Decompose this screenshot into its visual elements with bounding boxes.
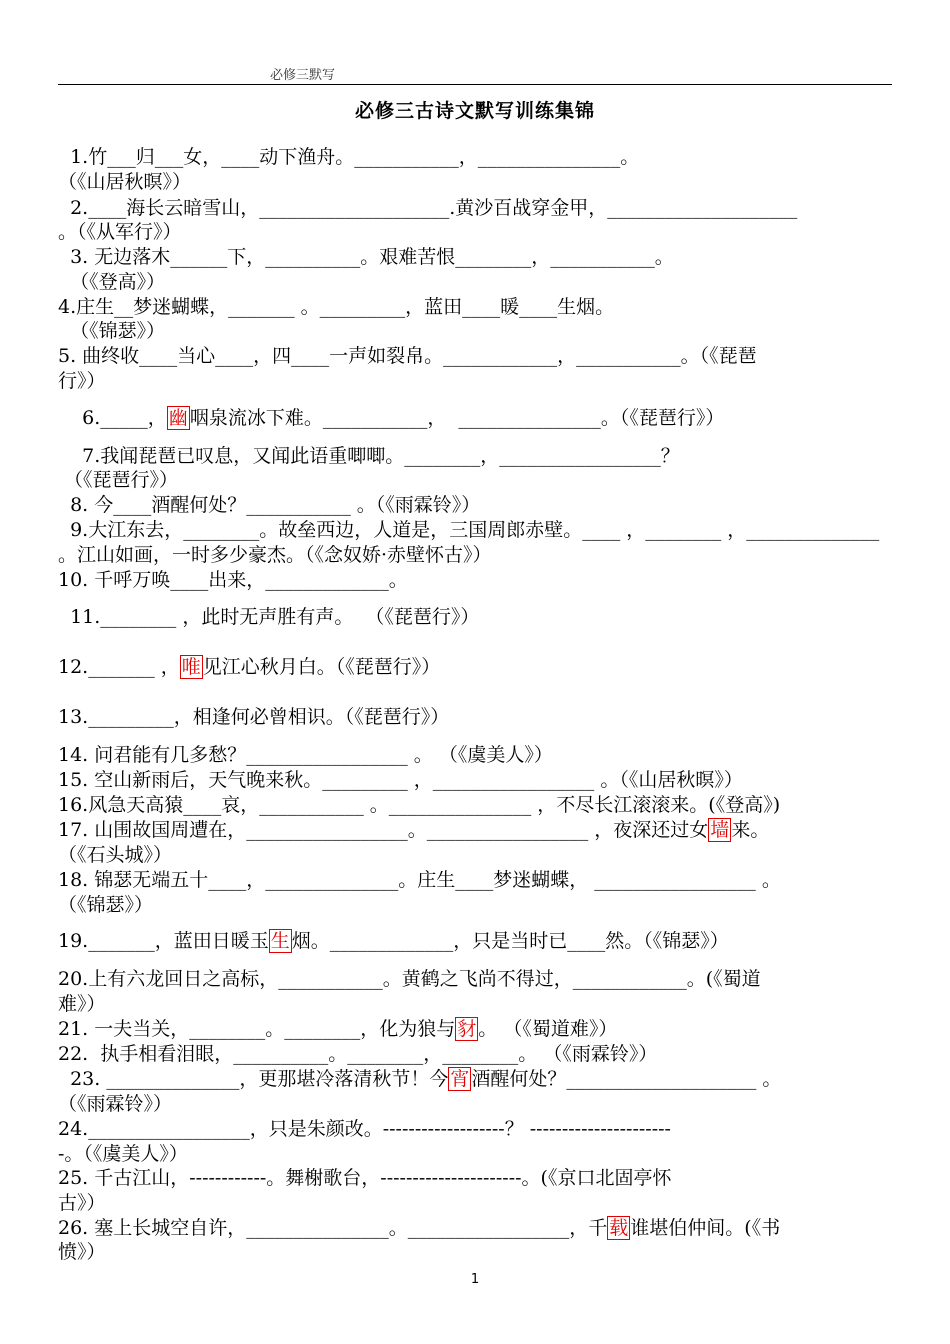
line-text: 19._______，蓝田日暖玉 — [58, 930, 269, 952]
line-text: 14. 问君能有几多愁？_________________ 。 （《虞美人》） — [58, 744, 553, 766]
line-text: 3. 无边落木______下，__________。艰难苦恨________，___________。 — [58, 246, 674, 268]
line-text: 谁堪伯仲间。(《书 — [630, 1217, 781, 1239]
line-text: （《石头城》） — [58, 844, 173, 866]
document-title: 必修三古诗文默写训练集锦 — [354, 100, 595, 122]
header-divider — [58, 84, 892, 85]
question-22-line — [58, 1042, 657, 1066]
question-20-line — [58, 967, 761, 991]
line-text: 9.大江东去，________。故垒西边，人道是，三国周郎赤壁。____ ，________ ，______________ — [58, 519, 880, 541]
line-text: 17. 山围故国周遭在，_________________。_________________ ，夜深还过女 — [58, 819, 709, 841]
highlighted-character: 豺 — [457, 1018, 477, 1040]
question-2-source — [58, 220, 182, 244]
highlighted-character: 宵 — [450, 1068, 470, 1090]
line-text: 5. 曲终收____当心____，四____一声如裂帛。____________，___________。（《琵琶 — [58, 345, 757, 367]
line-text: 4.庄生__梦迷蝴蝶，_______ 。_________，蓝田____暖____生烟。 — [58, 296, 615, 318]
question-25-source — [58, 1191, 106, 1215]
question-23-line — [58, 1067, 781, 1091]
line-text: 。江山如画，一时多少豪杰。（《念奴娇·赤壁怀古》） — [58, 544, 492, 566]
question-24-source — [58, 1142, 188, 1166]
question-17-line — [58, 818, 769, 842]
line-text: 16.风急天高猿____哀，___________ 。_______________ ，不尽长江滚滚来。(《登高》) — [58, 794, 781, 816]
line-text: 行》） — [58, 370, 106, 392]
line-text: 20.上有六龙回日之高标，___________。黄鹤之飞尚不得过，____________。(《蜀道 — [58, 968, 761, 990]
question-7-source — [58, 468, 178, 492]
line-text: 8. 今____酒醒何处？___________ 。（《雨霖铃》） — [58, 494, 481, 516]
highlighted-character: 墙 — [710, 819, 730, 841]
line-text: -。（《虞美人》） — [58, 1143, 188, 1165]
line-text: 25. 千古江山，------------。舞榭歌台，----------------------。(《京口北固亭怀 — [58, 1167, 672, 1189]
question-2-line — [58, 196, 797, 220]
question-3-line — [58, 245, 674, 269]
line-text: 13._________，相逢何必曾相识。（《琵琶行》） — [58, 706, 450, 728]
question-1-source — [58, 170, 191, 194]
question-21-line — [58, 1017, 617, 1041]
highlighted-character: 幽 — [168, 407, 188, 429]
question-26-source — [58, 1240, 106, 1264]
question-4-source — [58, 319, 165, 343]
question-14-line — [58, 743, 553, 767]
line-text: 12._______ ， — [58, 656, 180, 678]
line-text: （《山居秋暝》） — [58, 171, 192, 193]
question-17-source — [58, 843, 172, 867]
line-text: 1.竹___归___女，____动下渔舟。___________，_______________。 — [58, 146, 640, 168]
question-18-line — [58, 868, 781, 892]
question-8-line — [58, 493, 480, 517]
question-12-line — [58, 655, 440, 679]
line-text: （《雨霖铃》） — [58, 1093, 173, 1115]
line-text: 26. 塞上长城空自许，_______________。_________________，千 — [58, 1217, 608, 1239]
question-6-line — [58, 406, 724, 430]
question-18-source — [58, 893, 153, 917]
question-5-line — [58, 344, 757, 368]
line-text: 11.________ ，此时无声胜有声。 （《琵琶行》） — [58, 606, 480, 628]
highlighted-character: 唯 — [181, 656, 201, 678]
line-text: 烟。_____________，只是当时已____然。（《锦瑟》） — [291, 930, 729, 952]
running-header: 必修三默写 — [270, 68, 336, 83]
question-1-line — [58, 145, 639, 169]
question-5-source — [58, 369, 106, 393]
page-number: 1 — [470, 1272, 480, 1287]
question-3-source — [58, 270, 165, 294]
question-4-line — [58, 295, 614, 319]
highlighted-character: 生 — [270, 930, 290, 952]
question-16-line — [58, 793, 780, 817]
question-25-line — [58, 1166, 671, 1190]
question-24-line — [58, 1117, 671, 1141]
highlighted-character: 载 — [609, 1217, 629, 1239]
line-text: 22. 执手相看泪眼，__________。________，________。 （《雨霖铃》） — [58, 1043, 658, 1065]
line-text: 咽泉流冰下难。___________， _______________。（《琵琶行》） — [189, 407, 725, 429]
question-19-line — [58, 929, 729, 953]
line-text: 难》） — [58, 993, 106, 1015]
line-text: 来。 — [731, 819, 770, 841]
line-text: 愤》） — [58, 1241, 106, 1263]
line-text: 21. 一夫当关，________。________，化为狼与 — [58, 1018, 456, 1040]
line-text: （《锦瑟》） — [58, 894, 154, 916]
question-7-line — [58, 444, 680, 468]
line-text: 。（《从军行》） — [58, 221, 182, 243]
line-text: 10. 千呼万唤____出来，_____________。 — [58, 569, 408, 591]
line-text: 2.____海长云暗雪山，____________________.黄沙百战穿金甲，____________________ — [58, 197, 798, 219]
question-23-source — [58, 1092, 172, 1116]
line-text: 24._________________，只是朱颜改。-------------------？ ---------------------- — [58, 1118, 671, 1140]
line-text: 18. 锦瑟无端五十____，______________。庄生____梦迷蝴蝶， _________________ 。 — [58, 869, 781, 891]
question-13-line — [58, 705, 449, 729]
question-15-line — [58, 768, 743, 792]
question-10-line — [58, 568, 408, 592]
line-text: 6._____， — [58, 407, 167, 429]
line-text: （《登高》） — [58, 271, 166, 293]
line-text: 古》） — [58, 1192, 106, 1214]
line-text: 7.我闻琵琶已叹息，又闻此语重唧唧。________，_________________？ — [58, 445, 680, 467]
line-text: 见江心秋月白。（《琵琶行》） — [202, 656, 441, 678]
line-text: （《琵琶行》） — [58, 469, 179, 491]
line-text: 。 （《蜀道难》） — [478, 1018, 618, 1040]
question-9-line — [58, 518, 879, 542]
question-9-source — [58, 543, 492, 567]
question-11-line — [58, 605, 479, 629]
line-text: 23. ______________，更那堪冷落清秋节！今 — [58, 1068, 449, 1090]
line-text: 酒醒何处？____________________ 。 — [471, 1068, 782, 1090]
line-text: 15. 空山新雨后，天气晚来秋。_________ ，_________________ 。（《山居秋暝》） — [58, 769, 743, 791]
question-26-line — [58, 1216, 780, 1240]
line-text: （《锦瑟》） — [58, 320, 166, 342]
question-20-source — [58, 992, 106, 1016]
